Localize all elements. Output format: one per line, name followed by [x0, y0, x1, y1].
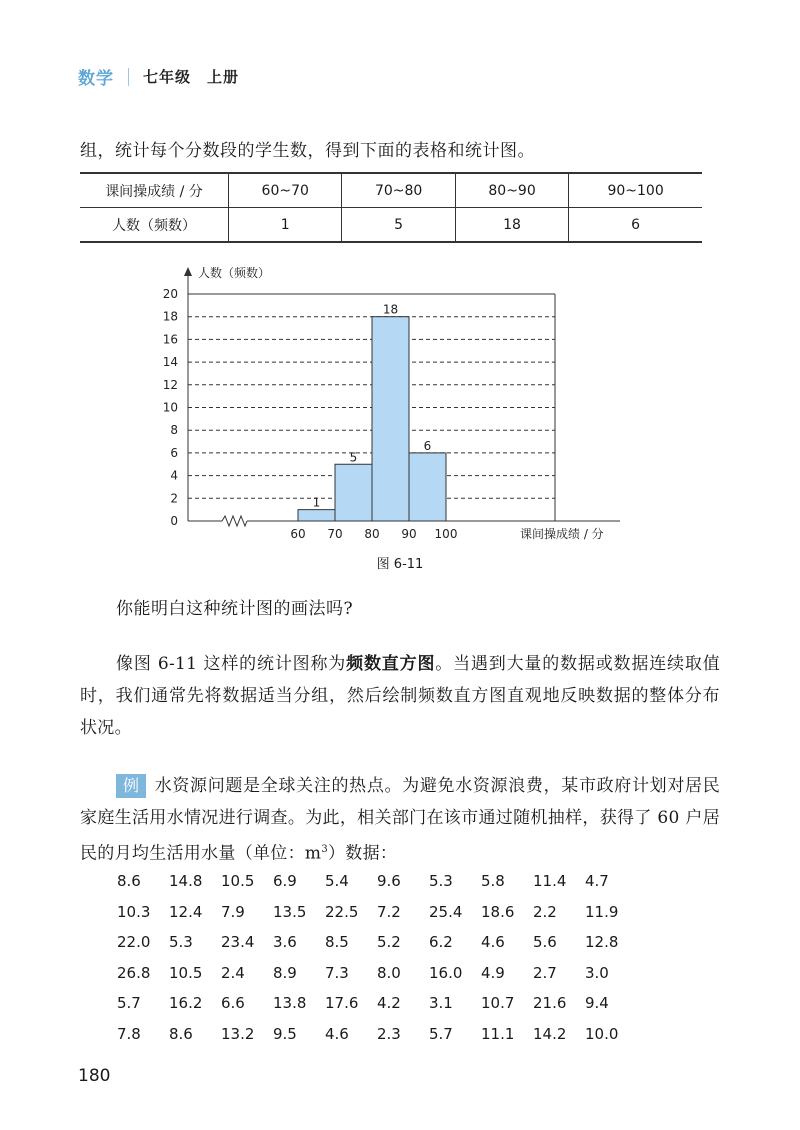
data-value: 4.2 [377, 994, 401, 1013]
data-value: 13.8 [273, 994, 307, 1013]
y-tick-label: 12 [162, 377, 178, 392]
y-tick-label: 14 [162, 355, 178, 370]
data-value: 6.2 [429, 933, 453, 952]
example-text-1: 水资源问题是全球关注的热点。为避免水资源浪费，某市政府计划对居民家庭生活用水情况进行调查。为此，相关部门在该市通过随机抽样，获得了 60 户居民的月均生活用水量（单位：m [80, 776, 720, 864]
bar-data-label: 18 [382, 302, 399, 317]
data-value: 23.4 [221, 933, 255, 952]
x-tick-label: 70 [327, 527, 343, 541]
data-value: 4.9 [481, 963, 505, 982]
table-cell: 1 [229, 208, 342, 243]
data-value: 11.1 [481, 1024, 515, 1043]
table-cell: 90~100 [569, 173, 702, 208]
paragraph-part2: 。当遇到大量的数据或数据连续取值时，我们通常先将数据适当分组，然后绘制频数直方图直观地反映数据的整体分布状况。 [80, 654, 720, 738]
table-row-header: 人数（频数） [80, 208, 229, 243]
water-usage-data-grid [117, 866, 637, 1050]
data-value: 13.2 [221, 1024, 255, 1043]
data-value: 3.6 [273, 933, 297, 952]
header-grade: 七年级 上册 [143, 68, 240, 86]
data-value: 26.8 [117, 963, 151, 982]
data-value: 13.5 [273, 902, 307, 921]
table-row-header: 课间操成绩 / 分 [80, 173, 229, 208]
data-value: 5.3 [429, 872, 453, 890]
data-value: 11.4 [533, 872, 567, 890]
data-value: 6.9 [273, 872, 297, 890]
table-cell: 60~70 [229, 173, 342, 208]
data-value: 4.7 [585, 872, 609, 890]
definition-paragraph [80, 648, 720, 744]
data-value: 6.6 [221, 994, 245, 1013]
y-tick-label: 8 [170, 423, 178, 438]
x-tick-label: 90 [401, 527, 417, 541]
data-value: 8.5 [325, 933, 349, 952]
table-cell: 80~90 [455, 173, 568, 208]
table-cell: 6 [569, 208, 702, 243]
data-value: 14.2 [533, 1024, 567, 1043]
data-value: 7.8 [117, 1024, 141, 1043]
data-value: 4.6 [481, 933, 505, 952]
data-value: 2.2 [533, 902, 557, 921]
bar-data-label: 6 [423, 438, 432, 453]
x-tick-label: 100 [434, 527, 458, 541]
table-row [80, 208, 702, 243]
data-value: 16.0 [429, 963, 463, 982]
example-text-2: ）数据： [328, 843, 398, 864]
data-value: 10.5 [169, 963, 203, 982]
data-value: 8.0 [377, 963, 401, 982]
data-value: 8.6 [169, 1024, 193, 1043]
y-tick-label: 10 [162, 400, 178, 415]
y-tick-label: 2 [170, 491, 178, 506]
data-value: 8.9 [273, 963, 297, 982]
data-value: 9.4 [585, 994, 609, 1013]
y-tick-label: 18 [162, 309, 178, 324]
data-value: 22.5 [325, 902, 359, 921]
table-row [80, 173, 702, 208]
data-value: 10.3 [117, 902, 151, 921]
data-value: 5.7 [117, 994, 141, 1013]
data-value: 5.3 [169, 933, 193, 952]
data-value: 2.7 [533, 963, 557, 982]
histogram-chart [150, 262, 650, 552]
data-value: 10.0 [585, 1024, 619, 1043]
data-value: 3.1 [429, 994, 453, 1013]
data-value: 5.8 [481, 872, 505, 890]
data-value: 21.6 [533, 994, 567, 1013]
data-value: 22.0 [117, 933, 151, 952]
data-value: 2.4 [221, 963, 245, 982]
header-subject: 数学 [78, 69, 114, 89]
bar-data-label: 5 [349, 450, 358, 465]
x-axis-title: 课间操成绩 / 分 [520, 527, 604, 541]
data-value: 7.2 [377, 902, 401, 921]
figure-caption: 图 6-11 [376, 557, 424, 572]
y-axis-arrow [184, 267, 192, 276]
histogram-bar [372, 317, 409, 521]
data-value: 5.2 [377, 933, 401, 952]
data-value: 3.0 [585, 963, 609, 982]
data-value: 11.9 [585, 902, 619, 921]
paragraph-part1: 像图 6-11 这样的统计图称为 [116, 654, 347, 674]
example-badge: 例 [116, 774, 146, 798]
intro-text: 组，统计每个分数段的学生数，得到下面的表格和统计图。 [80, 141, 535, 161]
header-divider [128, 68, 129, 86]
data-value: 14.8 [169, 872, 203, 890]
bar-data-label: 1 [312, 495, 321, 510]
data-value: 2.3 [377, 1024, 401, 1043]
data-value: 7.3 [325, 963, 349, 982]
table-cell: 5 [342, 208, 455, 243]
y-tick-label: 6 [170, 445, 178, 460]
unit-superscript: 3 [321, 844, 328, 855]
data-value: 12.4 [169, 902, 203, 921]
y-tick-label: 20 [162, 287, 178, 301]
y-tick-label: 4 [170, 468, 178, 483]
histogram-bar [298, 510, 335, 521]
frequency-table [80, 172, 702, 243]
table-cell: 18 [455, 208, 568, 243]
x-tick-label: 60 [290, 527, 306, 541]
question-text: 你能明白这种统计图的画法吗? [116, 599, 354, 619]
data-value: 9.6 [377, 872, 401, 890]
page-number: 180 [78, 1066, 111, 1086]
histogram-bar [335, 464, 372, 521]
page-header [78, 64, 239, 89]
axis-break-zigzag [222, 516, 247, 526]
histogram-bar [409, 453, 446, 521]
term-frequency-histogram: 频数直方图 [346, 654, 436, 674]
data-value: 18.6 [481, 902, 515, 921]
data-value: 12.8 [585, 933, 619, 952]
data-value: 7.9 [221, 902, 245, 921]
example-block [80, 770, 720, 870]
data-value: 25.4 [429, 902, 463, 921]
y-tick-label: 0 [170, 514, 178, 528]
data-value: 10.5 [221, 872, 255, 890]
table-cell: 70~80 [342, 173, 455, 208]
y-tick-label: 16 [162, 332, 178, 347]
data-value: 9.5 [273, 1024, 297, 1043]
data-value: 8.6 [117, 872, 141, 890]
data-value: 5.6 [533, 933, 557, 952]
data-value: 16.2 [169, 994, 203, 1013]
data-value: 4.6 [325, 1024, 349, 1043]
y-axis-title: 人数（频数） [198, 266, 271, 280]
data-value: 10.7 [481, 994, 515, 1013]
data-value: 5.7 [429, 1024, 453, 1043]
data-value: 17.6 [325, 994, 359, 1013]
x-tick-label: 80 [364, 527, 380, 541]
data-value: 5.4 [325, 872, 349, 890]
